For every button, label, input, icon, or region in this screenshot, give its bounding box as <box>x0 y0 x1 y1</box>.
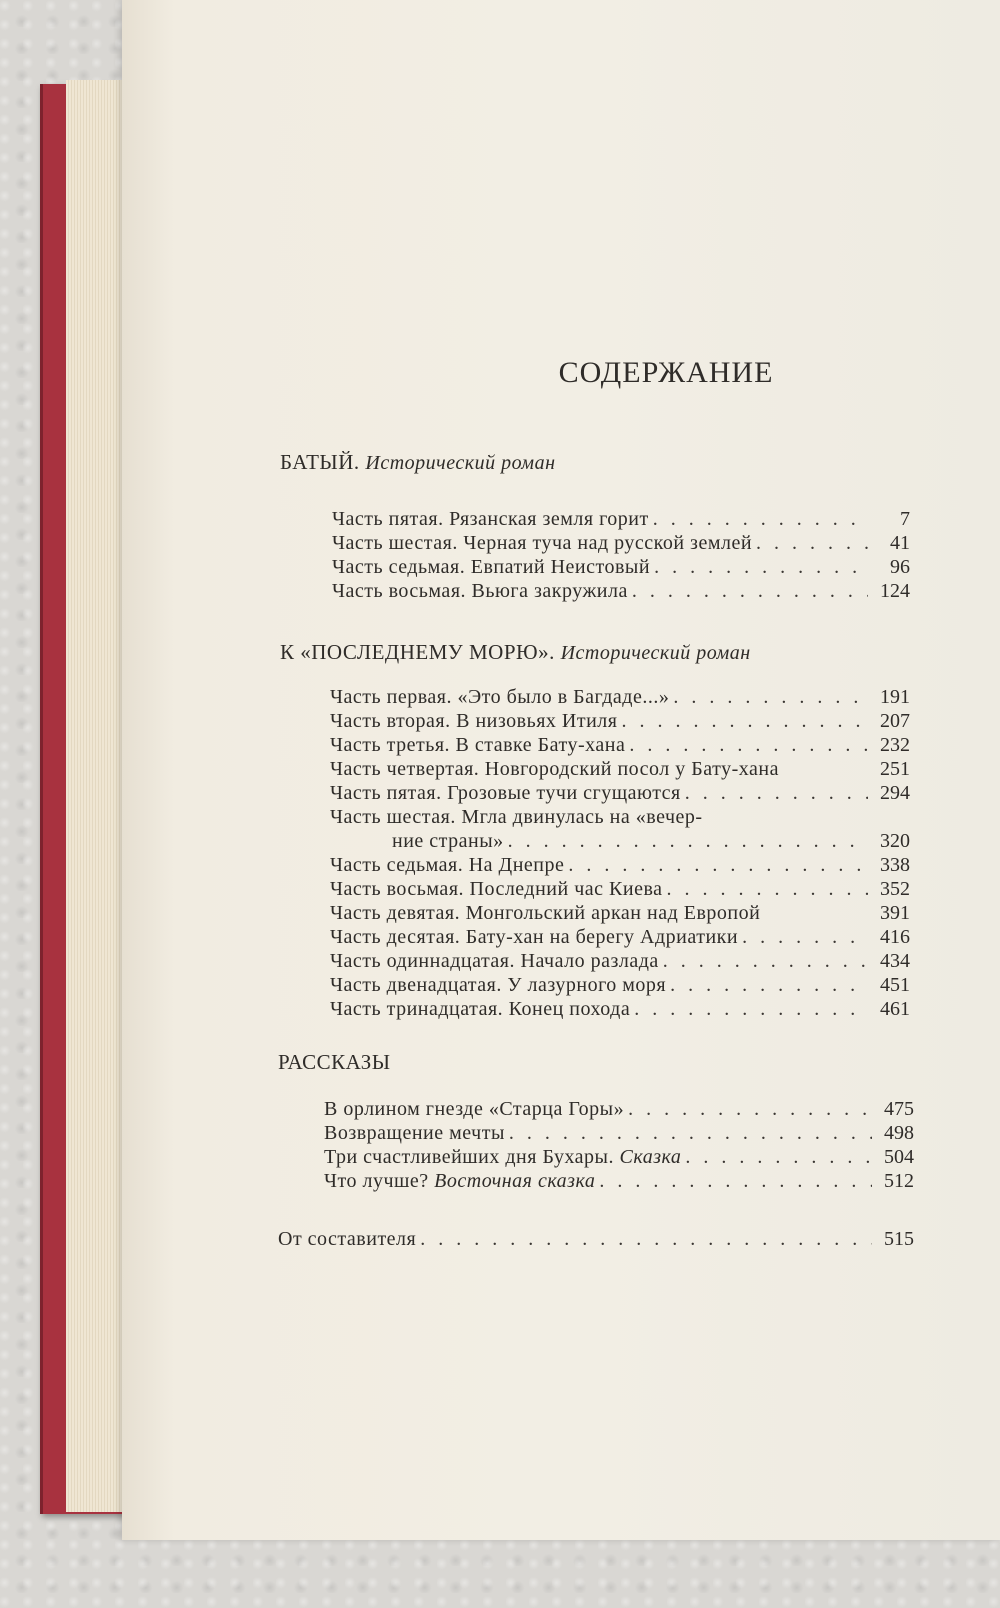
toc-entry-label[interactable]: Часть шестая. Мгла двинулась на «вечер- <box>330 806 703 828</box>
toc-entry[interactable]: Часть пятая. Рязанская земля горит . . . 7 <box>332 508 910 531</box>
toc-entry[interactable]: Часть пятая. Грозовые тучи сгущаются . . . 294 <box>330 782 910 805</box>
toc-entry[interactable]: Часть третья. В ставке Бату-хана . . . 232 <box>330 734 910 757</box>
toc-entry[interactable]: Часть восьмая. Последний час Киева . . . 352 <box>330 878 910 901</box>
leader-dots <box>670 974 868 997</box>
toc-entry[interactable]: Часть одиннадцатая. Начало разлада . . . 434 <box>330 950 910 973</box>
toc-entry[interactable]: ние страны» . . . 320 <box>392 830 910 853</box>
toc-entry[interactable]: Часть девятая. Монгольский аркан над Европой 391 <box>330 902 910 924</box>
toc-entry[interactable]: Часть восьмая. Вьюга закружила . . . 124 <box>332 580 910 603</box>
toc-entry[interactable]: Три счастливейших дня Бухары. Сказка . . . 504 <box>324 1146 914 1169</box>
toc-entry[interactable]: В орлином гнезде «Старца Горы» . . . 475 <box>324 1098 914 1121</box>
section-heading-batyi: БАТЫЙ. Исторический роман <box>280 450 556 474</box>
leader-dots <box>653 508 868 531</box>
toc-entry-afterword[interactable]: От составителя . . . 515 <box>278 1228 914 1251</box>
leader-dots <box>742 926 868 949</box>
leader-dots <box>663 950 868 973</box>
toc-entry[interactable]: Часть тринадцатая. Конец похода . . . 461 <box>330 998 910 1021</box>
leader-dots <box>685 782 868 805</box>
toc-entry[interactable]: Часть двенадцатая. У лазурного моря . . . 451 <box>330 974 910 997</box>
leader-dots <box>756 532 868 555</box>
leader-dots <box>508 830 868 853</box>
section-heading-stories: РАССКАЗЫ <box>278 1050 391 1074</box>
leader-dots <box>509 1122 872 1145</box>
toc-entry[interactable]: Часть седьмая. Евпатий Неистовый . . . 96 <box>332 556 910 579</box>
leader-dots <box>667 878 869 901</box>
leader-dots <box>629 734 868 757</box>
toc-entry[interactable]: Часть вторая. В низовьях Итиля . . . 207 <box>330 710 910 733</box>
leader-dots <box>628 1098 872 1121</box>
toc-entry[interactable]: Часть седьмая. На Днепре . . . 338 <box>330 854 910 877</box>
leader-dots <box>673 686 868 709</box>
leader-dots <box>621 710 868 733</box>
toc-title: СОДЕРЖАНИЕ <box>558 356 774 389</box>
toc-entry[interactable]: Часть первая. «Это было в Багдаде...» . . . 191 <box>330 686 910 709</box>
leader-dots <box>420 1228 872 1251</box>
toc-entry[interactable]: Возвращение мечты . . . 498 <box>324 1122 914 1145</box>
toc-entry[interactable]: Часть шестая. Черная туча над русской землей . . . 41 <box>332 532 910 555</box>
leader-dots <box>632 580 868 603</box>
toc-entry[interactable]: Часть четвертая. Новгородский посол у Бату-хана 251 <box>330 758 910 780</box>
section-heading-last-sea: К «ПОСЛЕДНЕМУ МОРЮ». Исторический роман <box>280 640 751 664</box>
leader-dots <box>599 1170 872 1193</box>
leader-dots <box>685 1146 872 1169</box>
leader-dots <box>654 556 868 579</box>
toc-entry[interactable]: Часть десятая. Бату-хан на берегу Адриатики . . . 416 <box>330 926 910 949</box>
toc-entry[interactable]: Что лучше? Восточная сказка . . . 512 <box>324 1170 914 1193</box>
leader-dots <box>634 998 868 1021</box>
leader-dots <box>568 854 868 877</box>
